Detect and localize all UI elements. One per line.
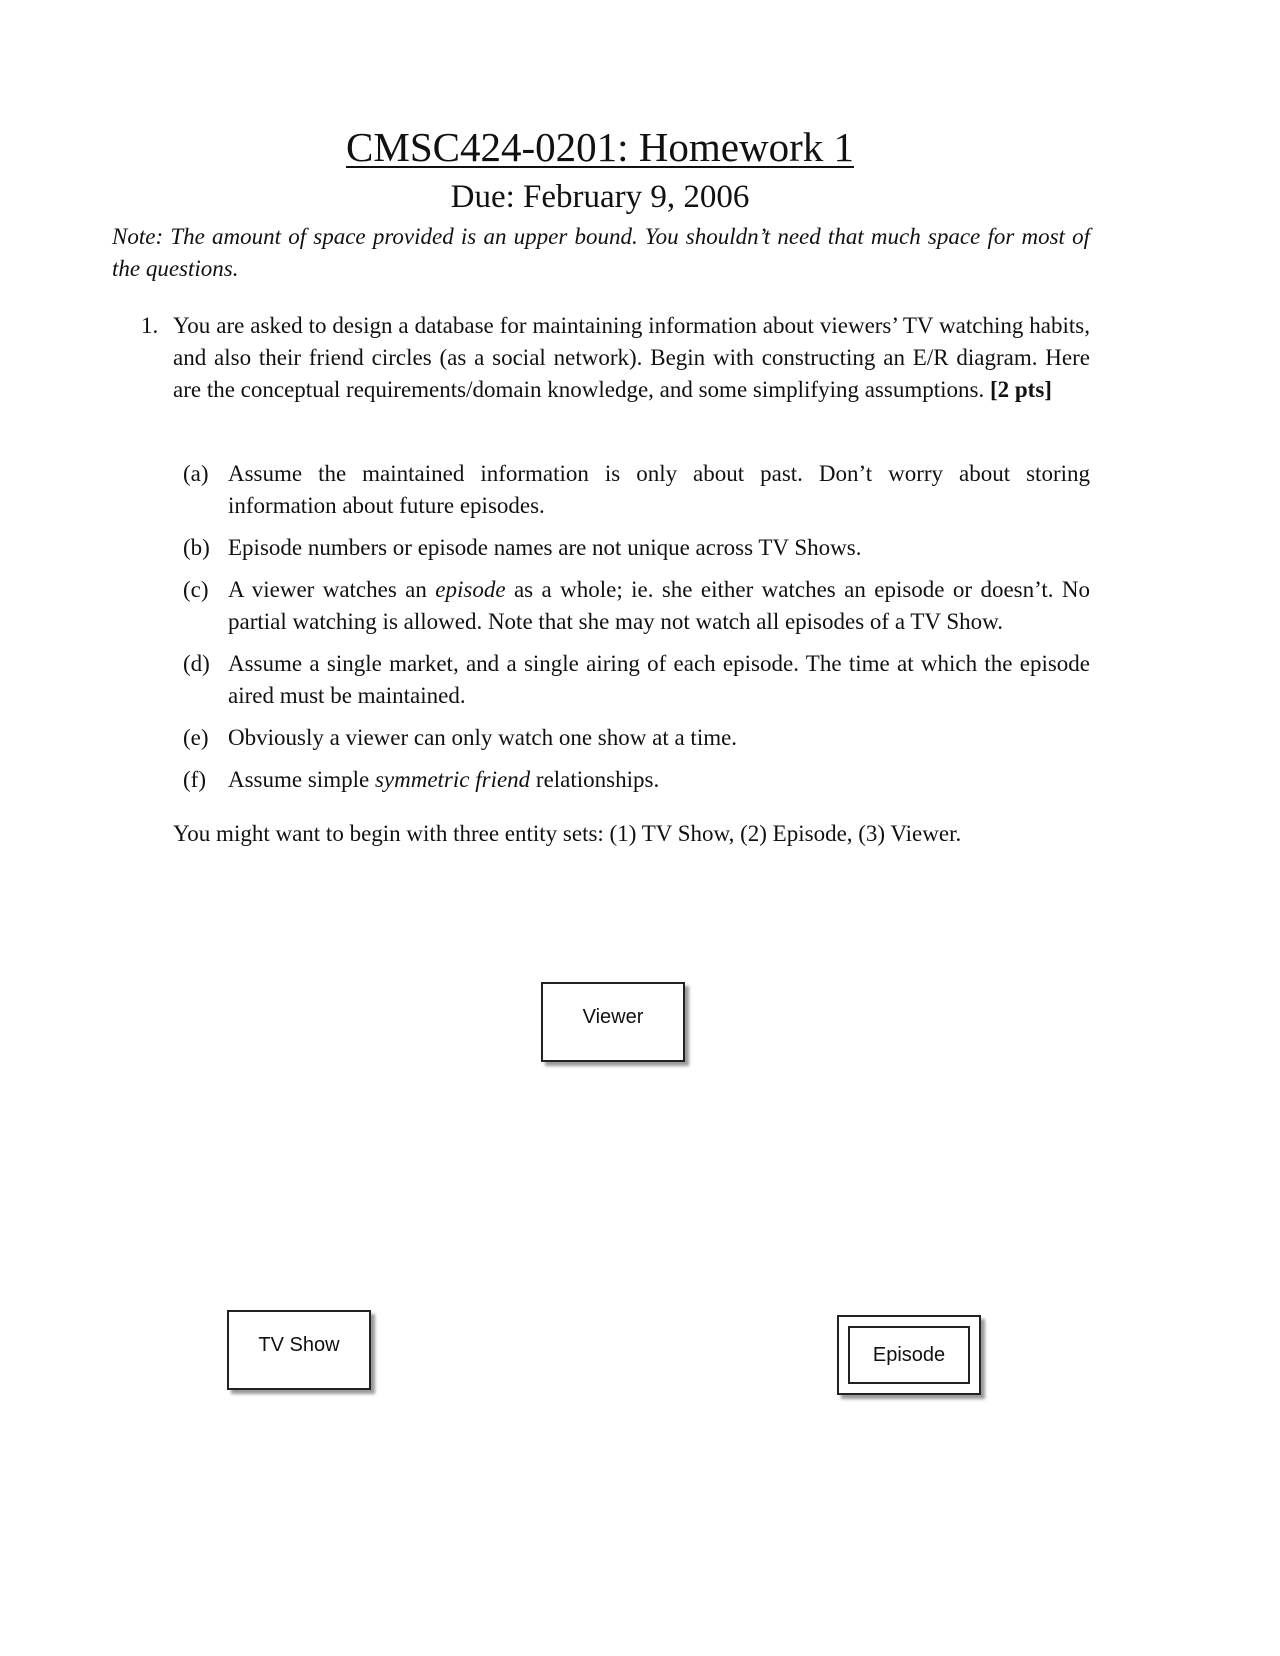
list-text: Obviously a viewer can only watch one show at a time. — [228, 725, 738, 750]
list-text-post: relationships. — [530, 767, 660, 792]
entity-viewer-label: Viewer — [582, 1005, 644, 1028]
weak-entity-inner-border — [848, 1326, 970, 1384]
question-number: 1. — [141, 313, 159, 338]
list-item — [173, 764, 1090, 796]
list-text-emphasis: episode — [435, 577, 506, 602]
list-text: Assume the maintained information is only about past. Don’t worry about storing information about future episodes. — [228, 461, 1090, 518]
list-marker: (e) — [183, 725, 209, 750]
list-marker: (b) — [183, 535, 210, 560]
list-item — [173, 458, 1090, 522]
note-text: The amount of space provided is an upper bound. You shouldn’t need that much space for most of the questions. — [112, 224, 1091, 281]
list-item — [173, 532, 1090, 564]
entity-tv-show[interactable] — [227, 1310, 371, 1390]
list-marker: (f) — [183, 767, 206, 792]
list-text-emphasis: symmetric friend — [374, 767, 531, 792]
list-text: Assume a single market, and a single airing of each episode. The time at which the episode aired must be maintained. — [228, 651, 1090, 708]
note-label: Note: — [112, 224, 164, 249]
list-marker: (a) — [183, 461, 209, 486]
list-marker: (d) — [183, 651, 210, 676]
list-item — [173, 574, 1090, 638]
due-date: Due: February 9, 2006 — [450, 179, 750, 215]
list-text-pre: A viewer watches an — [228, 577, 436, 602]
closing-text: You might want to begin with three entity sets: (1) TV Show, (2) Episode, (3) Viewer. — [173, 821, 962, 846]
note — [112, 221, 1090, 285]
entity-tv-show-label: TV Show — [258, 1333, 340, 1356]
list-marker: (c) — [183, 577, 209, 602]
title-text: CMSC424-0201: Homework 1 — [346, 124, 854, 170]
list-item — [173, 722, 1090, 754]
assumption-list — [173, 458, 1090, 806]
list-text: Episode numbers or episode names are not unique across TV Shows. — [228, 535, 862, 560]
question-body: You are asked to design a database for maintaining information about viewers’ TV watching habits, and also their friend circles (as a social network). Begin with constructing an E/R diagram. Here are the conceptual requirements/domain knowledge, and some simplifying assumptions. — [173, 313, 1090, 402]
entity-episode-label: Episode — [872, 1343, 946, 1366]
question-points: [2 pts] — [989, 377, 1052, 402]
list-item — [173, 648, 1090, 712]
page-title — [0, 123, 1200, 171]
question-text — [173, 310, 1090, 406]
list-text-post: as a whole; ie. she either watches an episode or doesn’t. No partial watching is allowed. Note that she may not watch all episodes of a TV Show. — [228, 577, 1091, 634]
entity-viewer[interactable] — [541, 982, 685, 1062]
list-text-pre: Assume simple — [228, 767, 375, 792]
weak-entity-episode[interactable] — [837, 1315, 981, 1395]
